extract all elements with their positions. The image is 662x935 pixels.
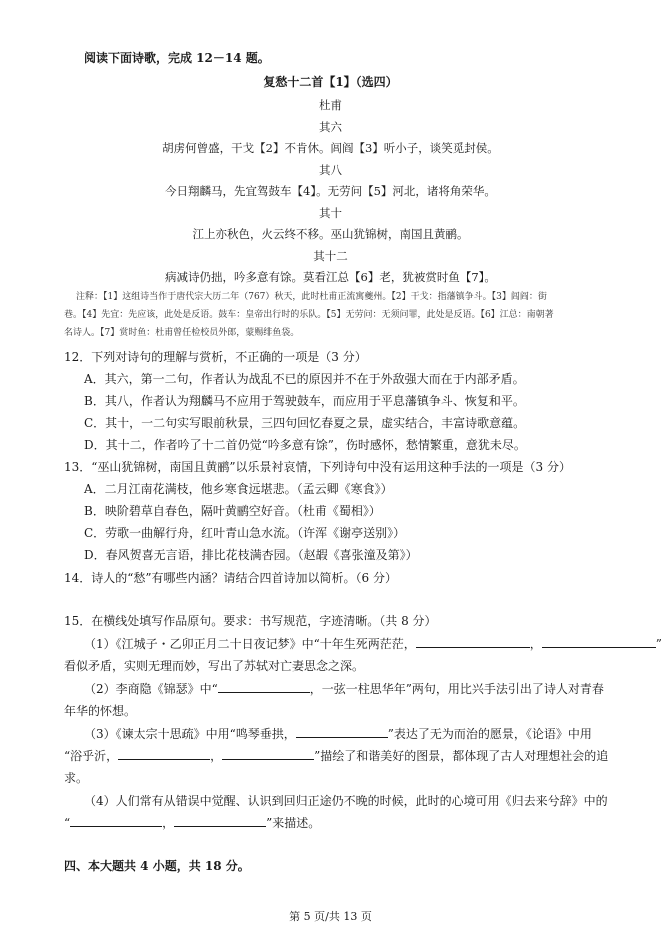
poem-line-12: 病减诗仍拙，吟多意有馀。莫看江总【6】老，犹被赏时鱼【7】。 bbox=[165, 270, 496, 284]
open-quote: “ bbox=[64, 816, 71, 830]
notes-line-2: 巷。【4】先宜：先应该，此处是反语。鼓车：皇帝出行时的乐队。【5】无劳问：无须问罪，此处是反语。【6】江总：南朝著 bbox=[64, 310, 554, 320]
q12-option-b: B．其八，作者认为翔麟马不应用于驾驶鼓车，而应用于平息藩镇争斗、恢复和平。 bbox=[84, 394, 525, 408]
answer-blank[interactable] bbox=[222, 748, 314, 760]
q12-option-a: A．其六，第一二句，作者认为战乱不已的原因并不在于外敌强大而在于内部矛盾。 bbox=[84, 372, 525, 386]
answer-blank[interactable] bbox=[416, 636, 530, 648]
close-quote: ” bbox=[655, 637, 662, 651]
q12-option-c: C．其十，一二句实写眼前秋景，三四句回忆春夏之景，虚实结合，丰富诗歌意蕴。 bbox=[84, 416, 526, 430]
q15-item3-text: （3）《谏太宗十思疏》中用“鸣琴垂拱， bbox=[84, 727, 296, 741]
q13-option-c: C．劳歌一曲解行舟，红叶青山急水流。（许浑《谢亭送别》） bbox=[84, 526, 406, 540]
answer-blank[interactable] bbox=[174, 815, 266, 827]
intro-instruction: 阅读下面诗歌，完成 12－14 题。 bbox=[84, 51, 270, 65]
comma: ， bbox=[162, 816, 175, 830]
poem-heading-6: 其六 bbox=[319, 120, 342, 134]
q12-option-d: D．其十二，作者吟了十二首仍觉“吟多意有馀”，伤时感怀，愁情繁重，意犹未尽。 bbox=[84, 438, 526, 452]
q15-item2-text-cont: ，一弦一柱思华年”两句，用比兴手法引出了诗人对青春 bbox=[309, 682, 604, 696]
answer-blank[interactable] bbox=[118, 748, 210, 760]
q15-item4-line2 bbox=[64, 815, 320, 831]
section-4-heading: 四、本大题共 4 小题，共 18 分。 bbox=[64, 859, 250, 873]
comma: ， bbox=[529, 637, 542, 651]
poem-author: 杜甫 bbox=[319, 98, 342, 112]
q15-item4-line1: （4）人们常有从错误中觉醒、认识到回归正途仍不晚的时候，此时的心境可用《归去来兮辞》中的 bbox=[84, 794, 608, 808]
poem-line-6: 胡虏何曾盛，干戈【2】不肯休。闾阎【3】听小子，谈笑觅封侯。 bbox=[162, 141, 499, 155]
q12-stem: 12．下列对诗句的理解与赏析，不正确的一项是（3 分） bbox=[64, 350, 367, 364]
notes-line-1: 注释：【1】这组诗当作于唐代宗大历二年（767）秋天，此时杜甫正流寓夔州。【2】干戈：指藩镇争斗。【3】闾阎：街 bbox=[76, 292, 547, 302]
answer-blank[interactable] bbox=[218, 681, 310, 693]
q14-stem: 14．诗人的“愁”有哪些内涵？请结合四首诗加以简析。（6 分） bbox=[64, 571, 397, 585]
poem-heading-8: 其八 bbox=[319, 163, 342, 177]
poem-heading-10: 其十 bbox=[319, 206, 342, 220]
q15-item3-line2 bbox=[64, 748, 608, 764]
q15-item2-line2: 年华的怀想。 bbox=[64, 704, 137, 718]
answer-blank[interactable] bbox=[70, 815, 162, 827]
q15-item3-line1 bbox=[84, 726, 592, 742]
q13-option-d: D．春风贺喜无言语，排比花枝满杏园。（赵嘏《喜张潼及第》） bbox=[84, 548, 418, 562]
poem-line-8: 今日翔麟马，先宜驾鼓车【4】。无劳问【5】河北，诸将角荣华。 bbox=[165, 184, 496, 198]
answer-blank[interactable] bbox=[296, 726, 388, 738]
q15-item1-text: （1）《江城子・乙卯正月二十日夜记梦》中“十年生死两茫茫， bbox=[84, 637, 416, 651]
q15-item4-text-end: ”来描述。 bbox=[266, 816, 321, 830]
poem-title: 复愁十二首【1】（选四） bbox=[263, 75, 398, 89]
comma: ， bbox=[210, 749, 223, 763]
q15-stem: 15．在横线处填写作品原句。要求：书写规范，字迹清晰。（共 8 分） bbox=[64, 614, 437, 628]
notes-line-3: 名诗人。【7】赏时鱼：杜甫曾任检校员外郎，蒙赐绯鱼袋。 bbox=[64, 328, 300, 338]
q15-item3-text-cont: ”表达了无为而治的愿景，《论语》中用 bbox=[387, 727, 592, 741]
q13-stem: 13．“巫山犹锦树，南国且黄鹂”以乐景衬哀情，下列诗句中没有运用这种手法的一项是（3 分） bbox=[64, 460, 571, 474]
page-number: 第 5 页/共 13 页 bbox=[289, 910, 372, 923]
poem-heading-12: 其十二 bbox=[313, 249, 348, 263]
q13-option-a: A．二月江南花满枝，他乡寒食远堪悲。（孟云卿《寒食》） bbox=[84, 482, 393, 496]
q15-item3-quote: “浴乎沂， bbox=[64, 749, 119, 763]
poem-line-10: 江上亦秋色，火云终不移。巫山犹锦树，南国且黄鹂。 bbox=[192, 227, 469, 241]
q15-item3-text-end: ”描绘了和谐美好的图景，都体现了古人对理想社会的追 bbox=[314, 749, 609, 763]
answer-blank[interactable] bbox=[542, 636, 656, 648]
q15-item1-line1 bbox=[84, 636, 662, 652]
q15-item2-text: （2）李商隐《锦瑟》中“ bbox=[84, 682, 218, 696]
q15-item1-line2: 看似矛盾，实则无理而妙，写出了苏轼对亡妻思念之深。 bbox=[64, 659, 365, 673]
q13-option-b: B．映阶碧草自春色，隔叶黄鹂空好音。（杜甫《蜀相》） bbox=[84, 504, 381, 518]
q15-item2-line1 bbox=[84, 681, 604, 697]
q15-item3-line3: 求。 bbox=[64, 771, 89, 785]
